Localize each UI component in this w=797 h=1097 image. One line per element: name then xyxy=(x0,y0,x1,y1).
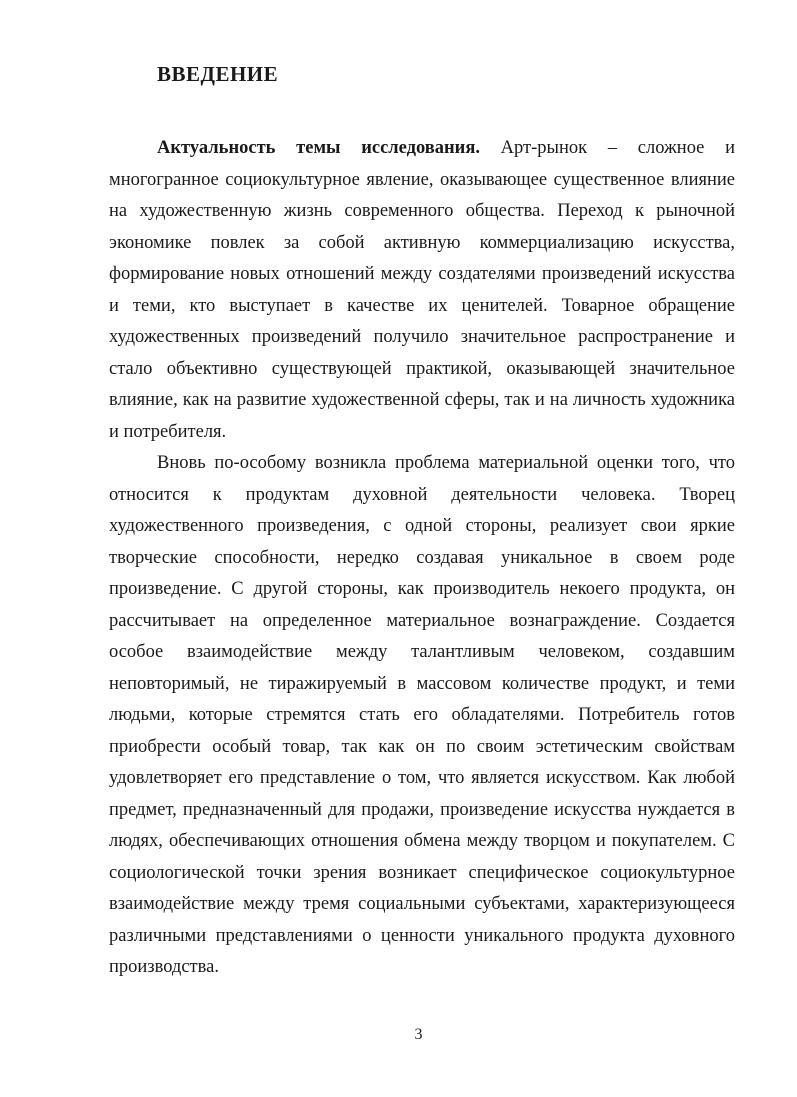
paragraph-2 xyxy=(109,448,735,984)
page-heading: ВВЕДЕНИЕ xyxy=(157,62,279,86)
page-number: 3 xyxy=(414,1026,423,1043)
paragraph-1-text: Арт-рынок – сложное и многогранное социокультурное явление, оказывающее существенное влияние на художественную жизнь современного общества. Переход к рыночной экономике повлек за собой активную коммерциализацию искусства, формирование новых отношений между создателями произведений искусства и теми, кто выступает в качестве их ценителей. Товарное обращение художественных произведений получило значительное распространение и стало объективно существующей практикой, оказывающей значительное влияние, как на развитие художественной сферы, так и на личность художника и потребителя. xyxy=(109,138,735,442)
paragraph-1-lead: Актуальность темы исследования. xyxy=(157,138,480,158)
paragraph-1 xyxy=(109,133,735,448)
body-text xyxy=(109,133,735,984)
paragraph-2-text: Вновь по-особому возникла проблема материальной оценки того, что относится к продуктам духовной деятельности человека. Творец художественного произведения, с одной стороны, реализует свои яркие творческие способности, нередко создавая уникальное в своем роде произведение. С другой стороны, как производитель некоего продукта, он рассчитывает на определенное материальное вознаграждение. Создается особое взаимодействие между талантливым человеком, создавшим неповторимый, не тиражируемый в массовом количестве продукт, и теми людьми, которые стремятся стать его обладателями. Потребитель готов приобрести особый товар, так как он по своим эстетическим свойствам удовлетворяет его представление о том, что является искусством. Как любой предмет, предназначенный для продажи, произведение искусства нуждается в людях, обеспечивающих отношения обмена между творцом и покупателем. С социологической точки зрения возникает специфическое социокультурное взаимодействие между тремя социальными субъектами, характеризующееся различными представлениями о ценности уникального продукта духовного производства. xyxy=(109,453,735,977)
